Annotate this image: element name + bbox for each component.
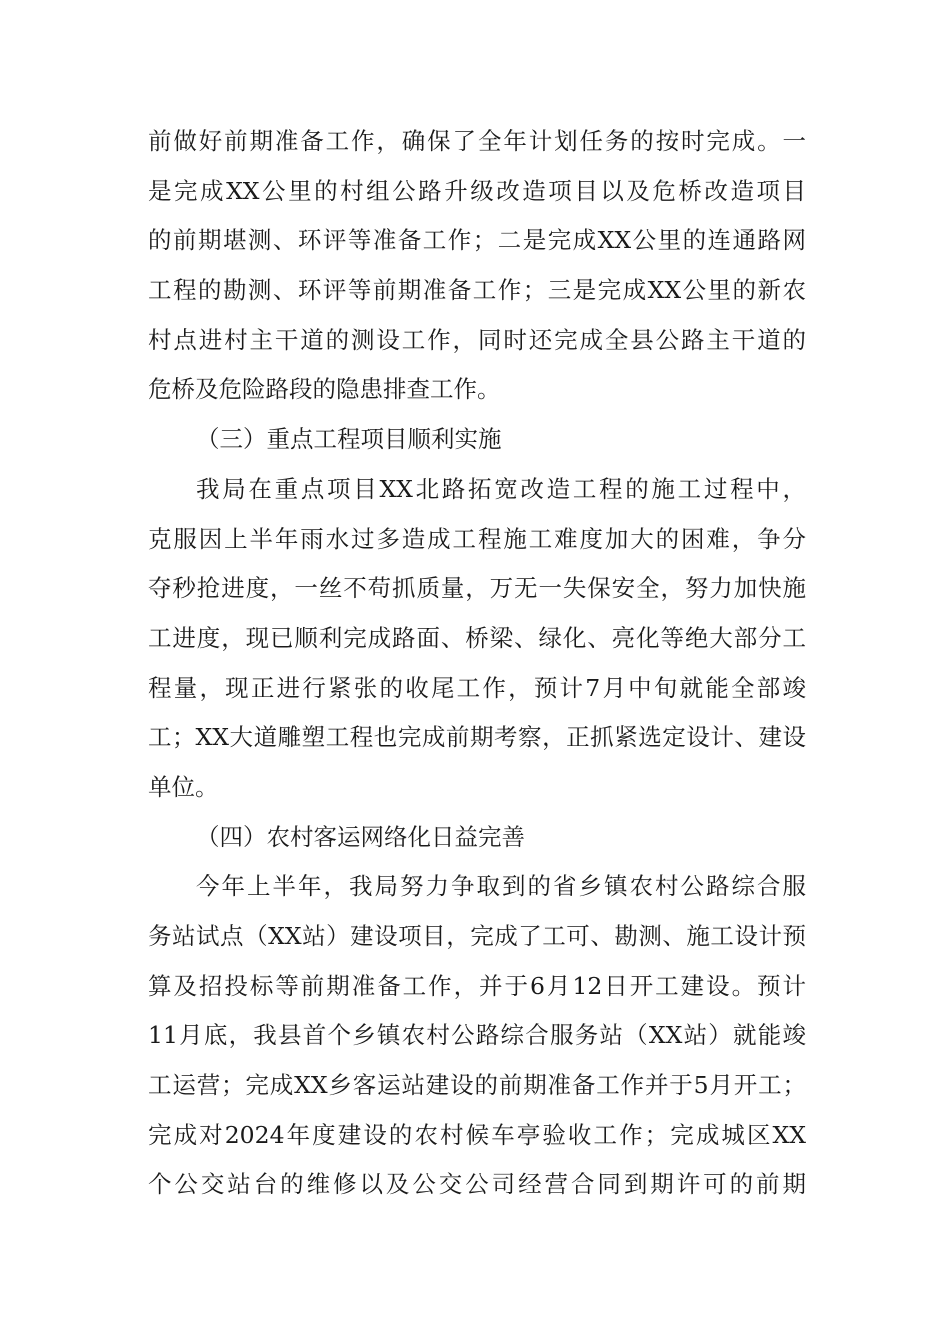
text-line: 11月底，我县首个乡镇农村公路综合服务站（XX站）就能竣	[148, 1021, 806, 1050]
text-line: 的前期堪测、环评等准备工作；二是完成XX公里的连通路网	[148, 226, 806, 255]
paragraph-continued	[148, 117, 806, 415]
text-line: 个公交站台的维修以及公交公司经营合同到期许可的前期	[148, 1170, 806, 1199]
document-page	[148, 117, 806, 1210]
text-line: 克服因上半年雨水过多造成工程施工难度加大的困难，争分	[148, 524, 806, 553]
text-line: 我局在重点项目XX北路拓宽改造工程的施工过程中，	[196, 474, 806, 503]
text-line: 工；XX大道雕塑工程也完成前期考察，正抓紧选定设计、建设	[148, 723, 806, 752]
text-line: 工进度，现已顺利完成路面、桥梁、绿化、亮化等绝大部分工	[148, 623, 806, 652]
text-line: 单位。	[148, 772, 219, 801]
text-line: 夺秒抢进度，一丝不苟抓质量，万无一失保安全，努力加快施	[148, 574, 806, 603]
text-line: 是完成XX公里的村组公路升级改造项目以及危桥改造项目	[148, 176, 806, 205]
text-line: 程量，现正进行紧张的收尾工作，预计7月中旬就能全部竣	[148, 673, 806, 702]
paragraph-key-projects	[148, 465, 806, 813]
text-line: 工程的勘测、环评等前期准备工作；三是完成XX公里的新农	[148, 276, 806, 305]
text-line: 前做好前期准备工作，确保了全年计划任务的按时完成。一	[148, 127, 806, 155]
paragraph-rural-transport	[148, 862, 806, 1210]
section-heading-3: （三）重点工程项目顺利实施	[196, 425, 502, 454]
text-line: 算及招投标等前期准备工作，并于6月12日开工建设。预计	[148, 971, 806, 1000]
text-line: 村点进村主干道的测设工作，同时还完成全县公路主干道的	[148, 325, 806, 354]
text-line: 完成对2024年度建设的农村候车亭验收工作；完成城区XX	[148, 1120, 806, 1149]
text-line: 今年上半年，我局努力争取到的省乡镇农村公路综合服	[196, 872, 806, 901]
text-line: 务站试点（XX站）建设项目，完成了工可、勘测、施工设计预	[148, 922, 806, 950]
text-line: 危桥及危险路段的隐患排查工作。	[148, 375, 501, 404]
section-heading-4: （四）农村客运网络化日益完善	[196, 822, 525, 851]
text-line: 工运营；完成XX乡客运站建设的前期准备工作并于5月开工；	[148, 1071, 806, 1100]
